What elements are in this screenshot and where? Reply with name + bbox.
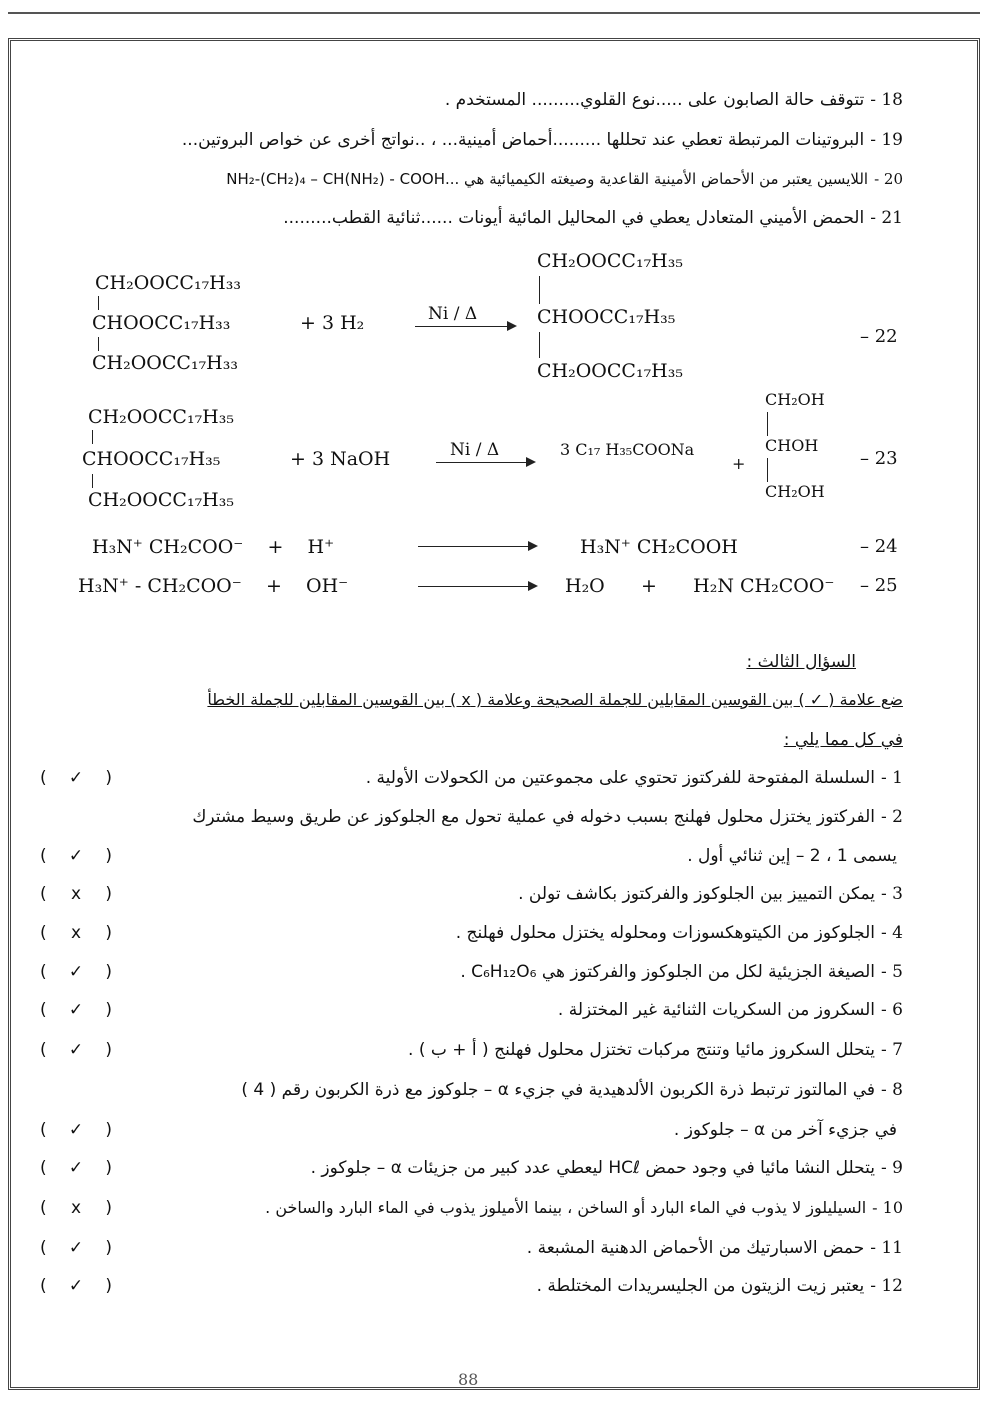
answer-number: 18 - <box>870 90 903 110</box>
list-item <box>460 962 903 982</box>
mark-symbol: ✓ <box>68 1238 84 1258</box>
answer-number: 21 - <box>870 208 903 228</box>
reactant: H₃N⁺ - CH₂COO⁻ + OH⁻ <box>78 575 349 597</box>
glycerol-line: CH₂OH <box>765 482 825 501</box>
item-number: 9 - <box>881 1158 903 1178</box>
bond-line <box>767 412 768 436</box>
item-text: السكروز من السكريات الثنائية غير المختزلة . <box>557 1000 876 1020</box>
section-instruction-cont: في كل مما يلي : <box>783 730 903 750</box>
item-number: 8 - <box>881 1080 903 1100</box>
list-item <box>518 884 903 904</box>
mark-symbol: ✓ <box>68 962 84 982</box>
list-item <box>687 846 903 866</box>
item-number: 10 - <box>872 1198 903 1217</box>
reactant-line: CH₂OOCC₁₇H₃₅ <box>88 489 234 511</box>
mark-symbol: ✓ <box>68 846 84 866</box>
bond-line <box>92 474 93 488</box>
answer-text: اللايسين يعتبر من الأحماض الأمينية القاعدية وصيغته الكيميائية هي ...NH₂-(CH₂)₄ – CH(NH₂) - COOH <box>226 170 869 188</box>
equation-number: – 23 <box>860 448 898 469</box>
item-text: يتحلل النشا مائيا في وجود حمض HCℓ ليعطي عدد كبير من جزيئات α – جلوكوز . <box>310 1158 876 1178</box>
reactant-line: CH₂OOCC₁₇H₃₃ <box>92 352 238 374</box>
reaction-arrow <box>418 586 536 587</box>
item-text: الجلوكوز من الكيتوهكسوزات ومحلوله يختزل محلول فهلنج . <box>455 923 876 943</box>
item-number: 4 - <box>881 923 903 943</box>
list-item <box>537 1276 903 1296</box>
list-item <box>241 1080 903 1100</box>
answer-mark: ( ✓ ) <box>40 1040 112 1060</box>
mark-symbol: ✓ <box>68 768 84 788</box>
item-text: يمكن التمييز بين الجلوكوز والفركتوز بكاشف تولن . <box>518 884 876 904</box>
answer-mark: ( ✓ ) <box>40 1120 112 1140</box>
bond-line <box>539 276 540 304</box>
answer-mark: ( ✓ ) <box>40 768 112 788</box>
section-instruction: ضع علامة ( ✓ ) بين القوسين المقابلين للجملة الصحيحة وعلامة ( x ) بين القوسين المقابلين للجملة الخطأ <box>207 690 903 709</box>
item-text: حمض الاسبارتيك من الأحماض الدهنية المشبعة . <box>526 1238 865 1258</box>
answer-text: البروتينات المرتبطة تعطي عند تحللها .........أحماض أمينية... ، ..نواتج أخرى عن خواص البروتين... <box>181 130 865 150</box>
mark-symbol: ✓ <box>68 1120 84 1140</box>
answer-mark: ( x ) <box>40 884 112 904</box>
item-text: في جزيء آخر من α – جلوكوز . <box>673 1120 897 1140</box>
answer-text: الحمض الأميني المتعادل يعطي في المحاليل المائية أيونات ......ثنائية القطب......... <box>283 208 865 228</box>
mark-symbol: ✓ <box>68 1000 84 1020</box>
list-item <box>674 1120 903 1140</box>
bond-line <box>539 332 540 358</box>
reagent: + 3 NaOH <box>290 448 391 470</box>
list-item <box>311 1158 903 1178</box>
answer-mark: ( ✓ ) <box>40 1000 112 1020</box>
equation-number: – 22 <box>860 326 898 347</box>
item-text: الصيغة الجزيئية لكل من الجلوكوز والفركتوز هي C₆H₁₂O₆ . <box>460 962 876 982</box>
answer-mark: ( ✓ ) <box>40 962 112 982</box>
answer-number: 20 - <box>874 170 903 188</box>
equation-number: – 24 <box>860 536 898 557</box>
glycerol-line: CHOH <box>765 436 819 455</box>
reactant-line: CHOOCC₁₇H₃₃ <box>92 312 231 334</box>
item-number: 2 - <box>881 807 903 827</box>
reaction-condition: Ni / Δ <box>450 440 500 460</box>
equation-number: – 25 <box>860 575 898 596</box>
product: H₃N⁺ CH₂COOH <box>580 536 738 558</box>
glycerol-line: CH₂OH <box>765 390 825 409</box>
mark-symbol: ✓ <box>68 1276 84 1296</box>
reactant-line: CHOOCC₁₇H₃₅ <box>82 448 221 470</box>
answer-21 <box>283 208 903 228</box>
reagent: + 3 H₂ <box>300 312 365 334</box>
product-line: CHOOCC₁₇H₃₅ <box>537 306 676 328</box>
product-line: CH₂OOCC₁₇H₃₅ <box>537 250 683 272</box>
list-item <box>192 807 903 827</box>
top-border-line <box>8 12 980 14</box>
answer-19 <box>182 130 903 150</box>
reactant-line: CH₂OOCC₁₇H₃₃ <box>95 272 241 294</box>
answer-18 <box>445 90 903 110</box>
plus-sign: + <box>732 454 746 473</box>
item-text: يعتبر زيت الزيتون من الجليسريدات المختلطة . <box>536 1276 865 1296</box>
answer-text: تتوقف حالة الصابون على .....نوع القلوي......... المستخدم . <box>444 90 865 110</box>
list-item <box>456 923 903 943</box>
reaction-arrow <box>418 546 536 547</box>
item-number: 7 - <box>881 1040 903 1060</box>
mark-symbol: ✓ <box>68 1158 84 1178</box>
answer-number: 19 - <box>870 130 903 150</box>
item-text: يتحلل السكروز مائيا وتنتج مركبات تختزل محلول فهلنج ( أ + ب ) . <box>408 1040 876 1060</box>
list-item <box>408 1040 903 1060</box>
bond-line <box>98 337 99 351</box>
list-item <box>558 1000 903 1020</box>
item-number: 3 - <box>881 884 903 904</box>
answer-mark: ( ✓ ) <box>40 1158 112 1178</box>
item-text: في المالتوز ترتبط ذرة الكربون الألدهيدية في جزيء α – جلوكوز مع ذرة الكربون رقم ( 4 ) <box>241 1080 876 1100</box>
product: 3 C₁₇ H₃₅COONa <box>560 440 695 459</box>
list-item <box>527 1238 903 1258</box>
page-frame <box>8 38 980 1390</box>
item-number: 11 - <box>870 1238 903 1258</box>
item-number: 6 - <box>881 1000 903 1020</box>
answer-mark: ( ✓ ) <box>40 1276 112 1296</box>
reaction-arrow <box>436 462 534 463</box>
mark-symbol: ✓ <box>68 1040 84 1060</box>
answer-mark: ( x ) <box>40 1198 112 1218</box>
bond-line <box>92 430 93 444</box>
item-text: الفركتوز يختزل محلول فهلنج بسبب دخوله في عملية تحول مع الجلوكوز عن طريق وسيط مشترك <box>192 807 876 827</box>
product-line: CH₂OOCC₁₇H₃₅ <box>537 360 683 382</box>
product: H₂O + H₂N CH₂COO⁻ <box>565 575 835 597</box>
answer-mark: ( ✓ ) <box>40 846 112 866</box>
reactant: H₃N⁺ CH₂COO⁻ + H⁺ <box>92 536 335 558</box>
reactant-line: CH₂OOCC₁₇H₃₅ <box>88 406 234 428</box>
item-text: يسمى 1 ، 2 – إين ثنائي أول . <box>687 846 897 866</box>
reaction-arrow <box>415 326 515 327</box>
item-number: 5 - <box>881 962 903 982</box>
list-item <box>366 768 903 788</box>
mark-symbol: x <box>70 1198 82 1218</box>
item-number: 12 - <box>870 1276 903 1296</box>
reaction-condition: Ni / Δ <box>428 304 478 324</box>
item-number: 1 - <box>881 768 903 788</box>
mark-symbol: x <box>70 884 82 904</box>
mark-symbol: x <box>70 923 82 943</box>
page-number: 88 <box>458 1370 479 1389</box>
item-text: السيليلوز لا يذوب في الماء البارد أو الساخن ، بينما الأميلوز يذوب في الماء البارد والساخن . <box>265 1198 867 1217</box>
bond-line <box>767 458 768 482</box>
bond-line <box>98 296 99 310</box>
item-text: السلسلة المفتوحة للفركتوز تحتوي على مجموعتين من الكحولات الأولية . <box>365 768 876 788</box>
answer-20 <box>226 170 903 188</box>
answer-mark: ( ✓ ) <box>40 1238 112 1258</box>
section-title: السؤال الثالث : <box>746 652 856 672</box>
answer-mark: ( x ) <box>40 923 112 943</box>
list-item <box>265 1198 903 1217</box>
